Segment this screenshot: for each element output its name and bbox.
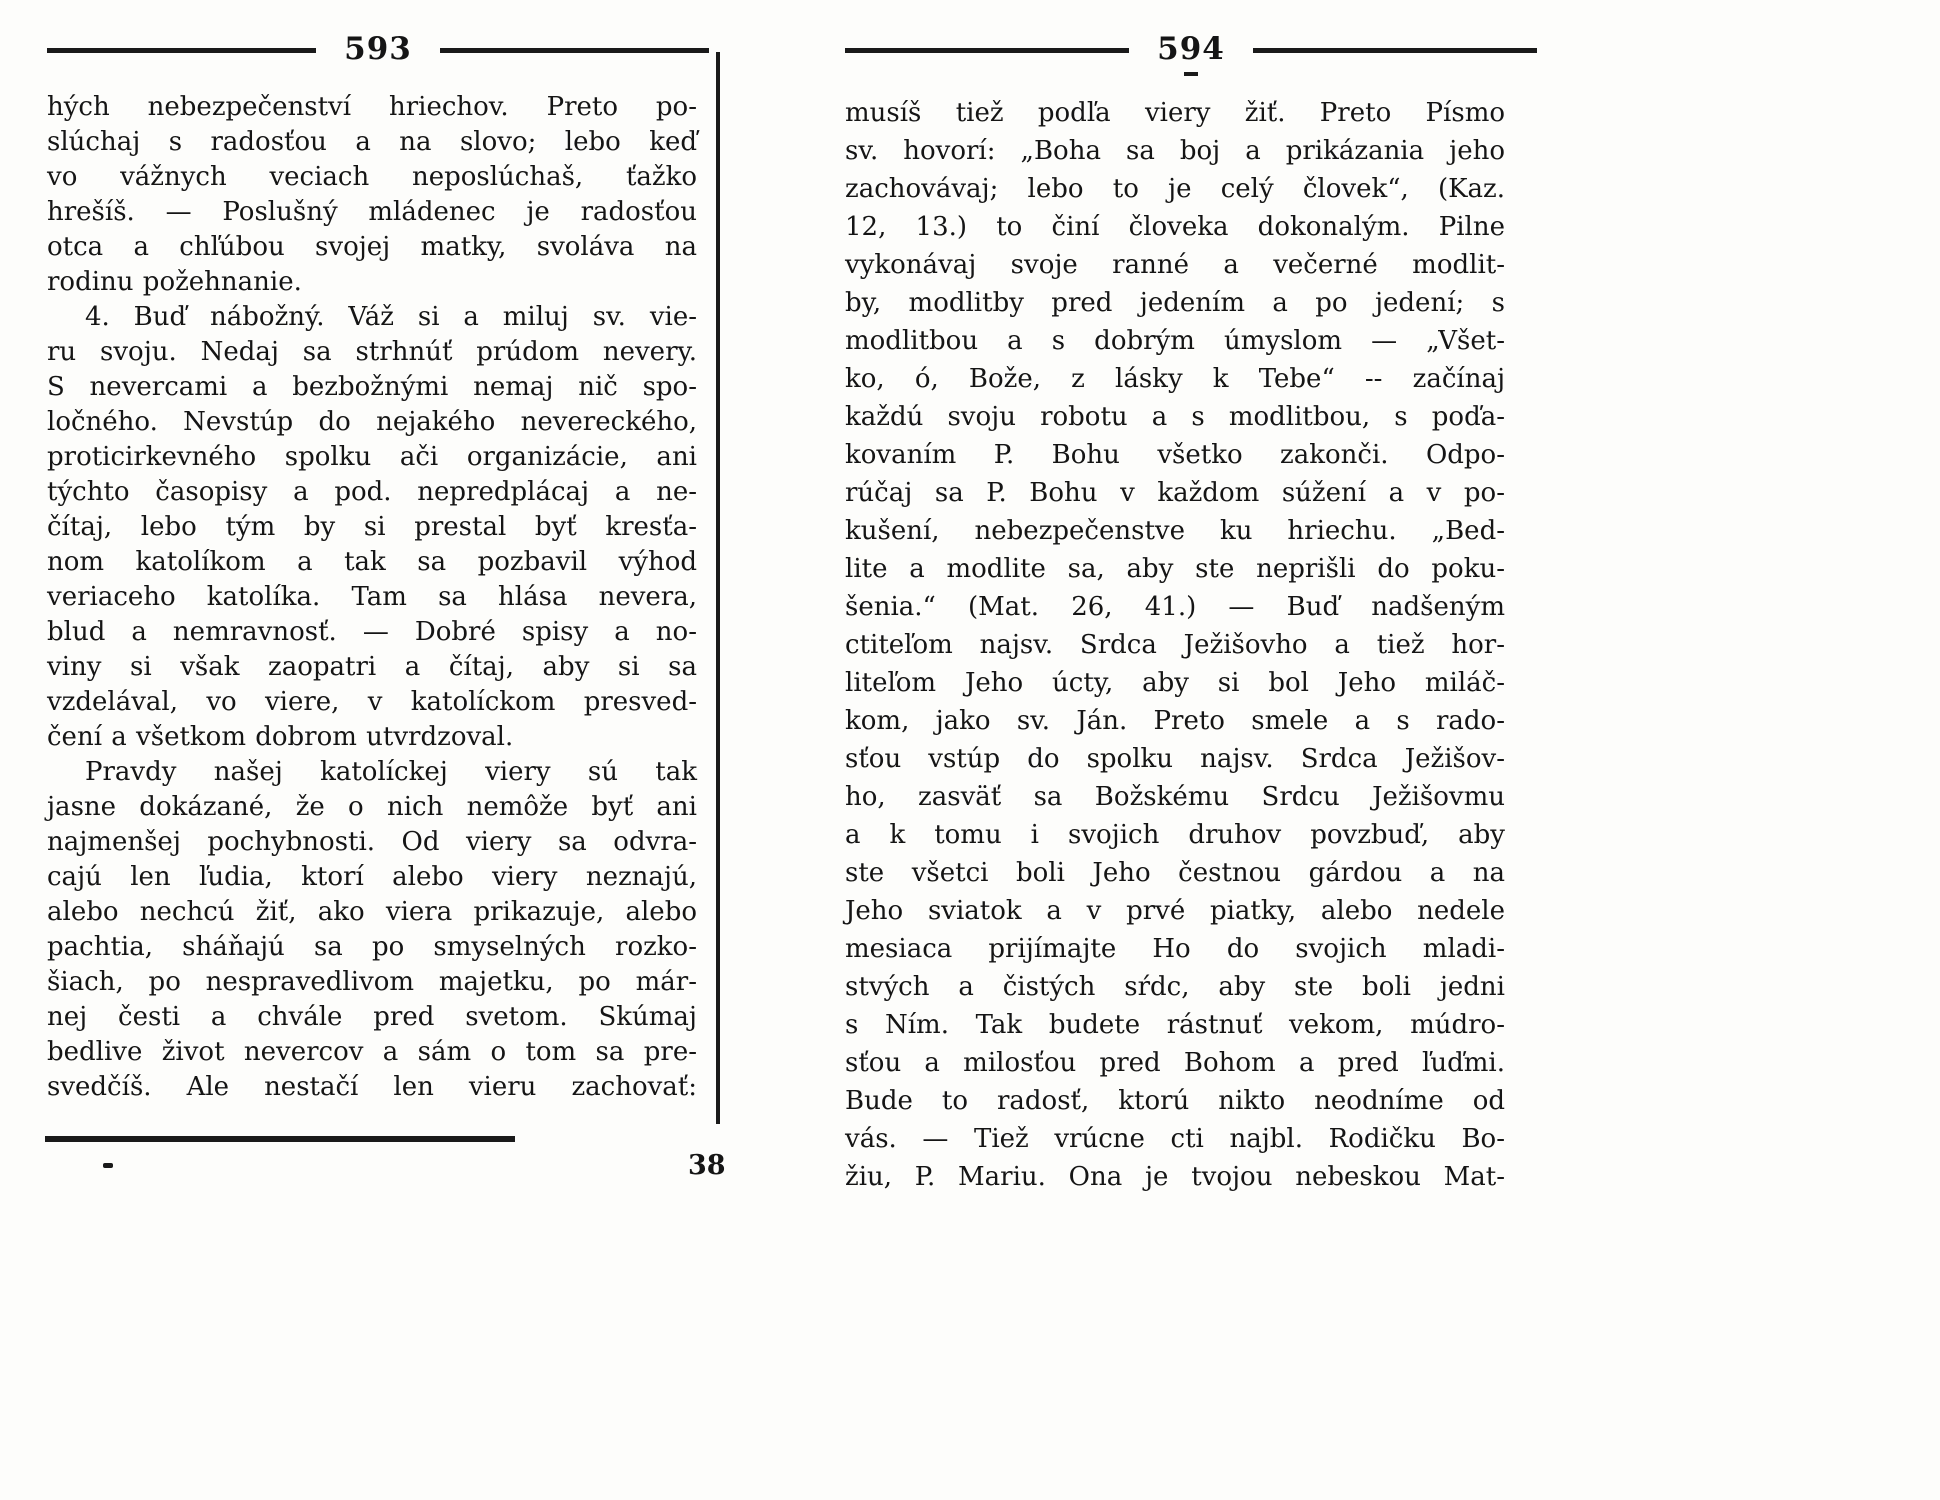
- page-number-right: 594: [1157, 30, 1225, 67]
- text-line: slúchaj s radosťou a na slovo; lebo keď: [47, 127, 697, 157]
- text-line: liteľom Jeho úcty, aby si bol Jeho miláč-: [845, 668, 1505, 698]
- text-line: ru svoju. Nedaj sa strhnúť prúdom nevery.: [47, 337, 697, 367]
- page-number-left: 593: [344, 30, 412, 67]
- page-header-left: [47, 30, 709, 68]
- page-header-right: [845, 30, 1537, 68]
- text-line: kušení, nebezpečenstve ku hriechu. „Bed-: [845, 516, 1505, 546]
- text-line: ste všetci boli Jeho čestnou gárdou a na: [845, 858, 1505, 888]
- text-line: Jeho sviatok a v prvé piatky, alebo nedele: [845, 896, 1505, 926]
- text-line: nej česti a chvále pred svetom. Skúmaj: [47, 1002, 697, 1032]
- text-line: nom katolíkom a tak sa pozbavil výhod: [47, 547, 697, 577]
- text-line: jasne dokázané, že o nich nemôže byť ani: [47, 792, 697, 822]
- text-line: alebo nechcú žiť, ako viera prikazuje, alebo: [47, 897, 697, 927]
- text-line: cajú len ľudia, ktorí alebo viery neznajú,: [47, 862, 697, 892]
- text-line: rodinu požehnanie.: [47, 267, 302, 297]
- text-line: Pravdy našej katolíckej viery sú tak: [85, 757, 697, 787]
- text-line: hrešíš. — Poslušný mládenec je radosťou: [47, 197, 697, 227]
- footer-page-number: 38: [688, 1150, 726, 1181]
- text-line: blud a nemravnosť. — Dobré spisy a no-: [47, 617, 697, 647]
- text-line: modlitbou a s dobrým úmyslom — „Všet-: [845, 326, 1505, 356]
- text-line: sv. hovorí: „Boha sa boj a prikázania jeho: [845, 136, 1505, 166]
- text-line: zachovávaj; lebo to je celý človek“, (Kaz.: [845, 174, 1505, 204]
- text-line: proticirkevného spolku ači organizácie, ani: [47, 442, 697, 472]
- text-line: kom, jako sv. Ján. Preto smele a s rado-: [845, 706, 1505, 736]
- text-line: šiach, po nespravedlivom majetku, po már-: [47, 967, 697, 997]
- text-line: kovaním P. Bohu všetko zakonči. Odpo-: [845, 440, 1505, 470]
- text-line: by, modlitby pred jedením a po jedení; s: [845, 288, 1505, 318]
- text-line: bedlive život nevercov a sám o tom sa pre-: [47, 1037, 697, 1067]
- text-line: s Ním. Tak budete rástnuť vekom, múdro-: [845, 1010, 1505, 1040]
- text-line: otca a chľúbou svojej matky, svoláva na: [47, 232, 697, 262]
- text-line: stvých a čistých sŕdc, aby ste boli jedni: [845, 972, 1505, 1002]
- text-line: čení a všetkom dobrom utvrdzoval.: [47, 722, 514, 752]
- text-line: žiu, P. Mariu. Ona je tvojou nebeskou Mat-: [845, 1162, 1505, 1192]
- page-right: [845, 30, 1537, 1196]
- text-line: veriaceho katolíka. Tam sa hlása nevera,: [47, 582, 697, 612]
- text-line: viny si však zaopatri a čítaj, aby si sa: [47, 652, 697, 682]
- text-line: 12, 13.) to činí človeka dokonalým. Pilne: [845, 212, 1505, 242]
- page-text-right: [845, 94, 1505, 1196]
- text-line: každú svoju robotu a s modlitbou, s poďa-: [845, 402, 1505, 432]
- header-rule-left: [845, 48, 1129, 53]
- page-left: [47, 30, 709, 1105]
- page-edge-rule: [716, 52, 720, 1124]
- text-line: ctiteľom najsv. Srdca Ježišovho a tiež hor-: [845, 630, 1505, 660]
- bottom-rule: [45, 1136, 515, 1142]
- text-line: čítaj, lebo tým by si prestal byť kresťa-: [47, 512, 697, 542]
- text-line: šenia.“ (Mat. 26, 41.) — Buď nadšeným: [845, 592, 1505, 622]
- text-line: Bude to radosť, ktorú nikto neodníme od: [845, 1086, 1505, 1116]
- text-line: ločného. Nevstúp do nejakého nevereckého,: [47, 407, 697, 437]
- header-rule-right: [1253, 48, 1537, 53]
- text-line: ko, ó, Bože, z lásky k Tebe“ -- začínaj: [845, 364, 1505, 394]
- text-line: sťou vstúp do spolku najsv. Srdca Ježišov-: [845, 744, 1505, 774]
- text-line: vykonávaj svoje ranné a večerné modlit-: [845, 250, 1505, 280]
- text-line: týchto časopisy a pod. nepredplácaj a ne-: [47, 477, 697, 507]
- text-line: S nevercami a bezbožnými nemaj nič spo-: [47, 372, 697, 402]
- text-line: a k tomu i svojich druhov povzbuď, aby: [845, 820, 1505, 850]
- text-line: vás. — Tiež vrúcne cti najbl. Rodičku Bo-: [845, 1124, 1505, 1154]
- page-text-left: [47, 90, 697, 1105]
- text-line: vzdelával, vo viere, v katolíckom presved-: [47, 687, 697, 717]
- text-line: mesiaca prijímajte Ho do svojich mladi-: [845, 934, 1505, 964]
- header-rule-right: [440, 48, 709, 53]
- text-line: svedčíš. Ale nestačí len vieru zachovať:: [47, 1072, 697, 1102]
- ink-mark: [103, 1163, 113, 1168]
- text-line: ho, zasväť sa Božskému Srdcu Ježišovmu: [845, 782, 1505, 812]
- text-line: 4. Buď nábožný. Váž si a miluj sv. vie-: [85, 302, 697, 332]
- text-line: musíš tiež podľa viery žiť. Preto Písmo: [845, 98, 1505, 128]
- header-rule-left: [47, 48, 316, 53]
- text-line: sťou a milosťou pred Bohom a pred ľuďmi.: [845, 1048, 1505, 1078]
- text-line: lite a modlite sa, aby ste neprišli do poku-: [845, 554, 1505, 584]
- text-line: najmenšej pochybnosti. Od viery sa odvra-: [47, 827, 697, 857]
- text-line: pachtia, sháňajú sa po smyselných rozko-: [47, 932, 697, 962]
- text-line: vo vážnych veciach neposlúchaš, ťažko: [47, 162, 697, 192]
- ink-dash: [1184, 72, 1198, 76]
- text-line: hých nebezpečenství hriechov. Preto po-: [47, 92, 697, 122]
- text-line: rúčaj sa P. Bohu v každom súžení a v po-: [845, 478, 1505, 508]
